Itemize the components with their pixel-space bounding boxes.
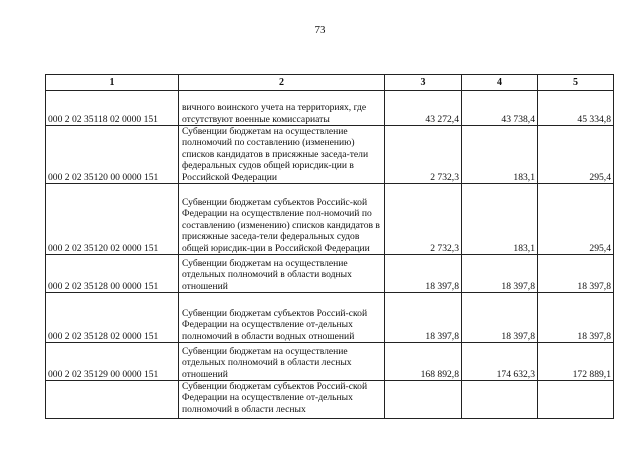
- value-cell-3: 18 397,8: [385, 293, 462, 343]
- column-header-4: 4: [462, 75, 538, 91]
- value-cell-4: 18 397,8: [462, 293, 538, 343]
- value-cell-4: 183,1: [462, 184, 538, 255]
- value-cell-3: 2 732,3: [385, 184, 462, 255]
- value-cell-5: 18 397,8: [538, 293, 614, 343]
- budget-code-cell: 000 2 02 35129 00 0000 151: [46, 343, 179, 381]
- value-cell-5: 18 397,8: [538, 255, 614, 293]
- description-cell: Субвенции бюджетам на осуществление отдельных полномочий в области водных отношений: [179, 255, 385, 293]
- value-cell-5: 45 334,8: [538, 91, 614, 126]
- budget-code-cell: 000 2 02 35120 00 0000 151: [46, 126, 179, 184]
- description-cell: Субвенции бюджетам субъектов Россий-ской Федерации на осуществление от-дельных полномочий в области водных отношений: [179, 293, 385, 343]
- table-row: [46, 126, 614, 184]
- value-cell-3: 2 732,3: [385, 126, 462, 184]
- value-cell-5: 295,4: [538, 184, 614, 255]
- description-cell: Субвенции бюджетам субъектов Российс-кой Федерации на осуществление пол-номочий по составлению (изменению) списков кандидатов в присяжные заседа-тели федеральных судов общей юрисдик-ции в Российской Федерации: [179, 184, 385, 255]
- value-cell-4: [462, 381, 538, 419]
- value-cell-3: 168 892,8: [385, 343, 462, 381]
- value-cell-4: 18 397,8: [462, 255, 538, 293]
- value-cell-5: 172 889,1: [538, 343, 614, 381]
- description-cell: вичного воинского учета на территориях, где отсутствуют военные комиссариаты: [179, 91, 385, 126]
- table-row: [46, 91, 614, 126]
- table-row: [46, 381, 614, 419]
- budget-code-cell: 000 2 02 35120 02 0000 151: [46, 184, 179, 255]
- column-header-5: 5: [538, 75, 614, 91]
- description-cell: Субвенции бюджетам на осуществление полномочий по составлению (изменению) списков кандидатов в присяжные заседа-тели федеральных судов общей юрисдик-ции в Российской Федерации: [179, 126, 385, 184]
- column-header-1: 1: [46, 75, 179, 91]
- budget-table: [45, 74, 614, 419]
- value-cell-3: 18 397,8: [385, 255, 462, 293]
- value-cell-3: 43 272,4: [385, 91, 462, 126]
- value-cell-5: [538, 381, 614, 419]
- budget-code-cell: 000 2 02 35118 02 0000 151: [46, 91, 179, 126]
- column-header-2: 2: [179, 75, 385, 91]
- table-row: [46, 255, 614, 293]
- table-row: [46, 293, 614, 343]
- description-cell: Субвенции бюджетам на осуществление отдельных полномочий в области лесных отношений: [179, 343, 385, 381]
- page-number: 73: [314, 24, 326, 36]
- value-cell-4: 43 738,4: [462, 91, 538, 126]
- value-cell-4: 183,1: [462, 126, 538, 184]
- value-cell-3: [385, 381, 462, 419]
- budget-code-cell: 000 2 02 35128 00 0000 151: [46, 255, 179, 293]
- value-cell-5: 295,4: [538, 126, 614, 184]
- budget-code-cell: 000 2 02 35128 02 0000 151: [46, 293, 179, 343]
- table-row: [46, 343, 614, 381]
- budget-code-cell: [46, 381, 179, 419]
- description-cell: Субвенции бюджетам субъектов Россий-ской Федерации на осуществление от-дельных полномочий в области лесных: [179, 381, 385, 419]
- column-header-3: 3: [385, 75, 462, 91]
- table-row: [46, 184, 614, 255]
- value-cell-4: 174 632,3: [462, 343, 538, 381]
- table-header-row: [46, 75, 614, 91]
